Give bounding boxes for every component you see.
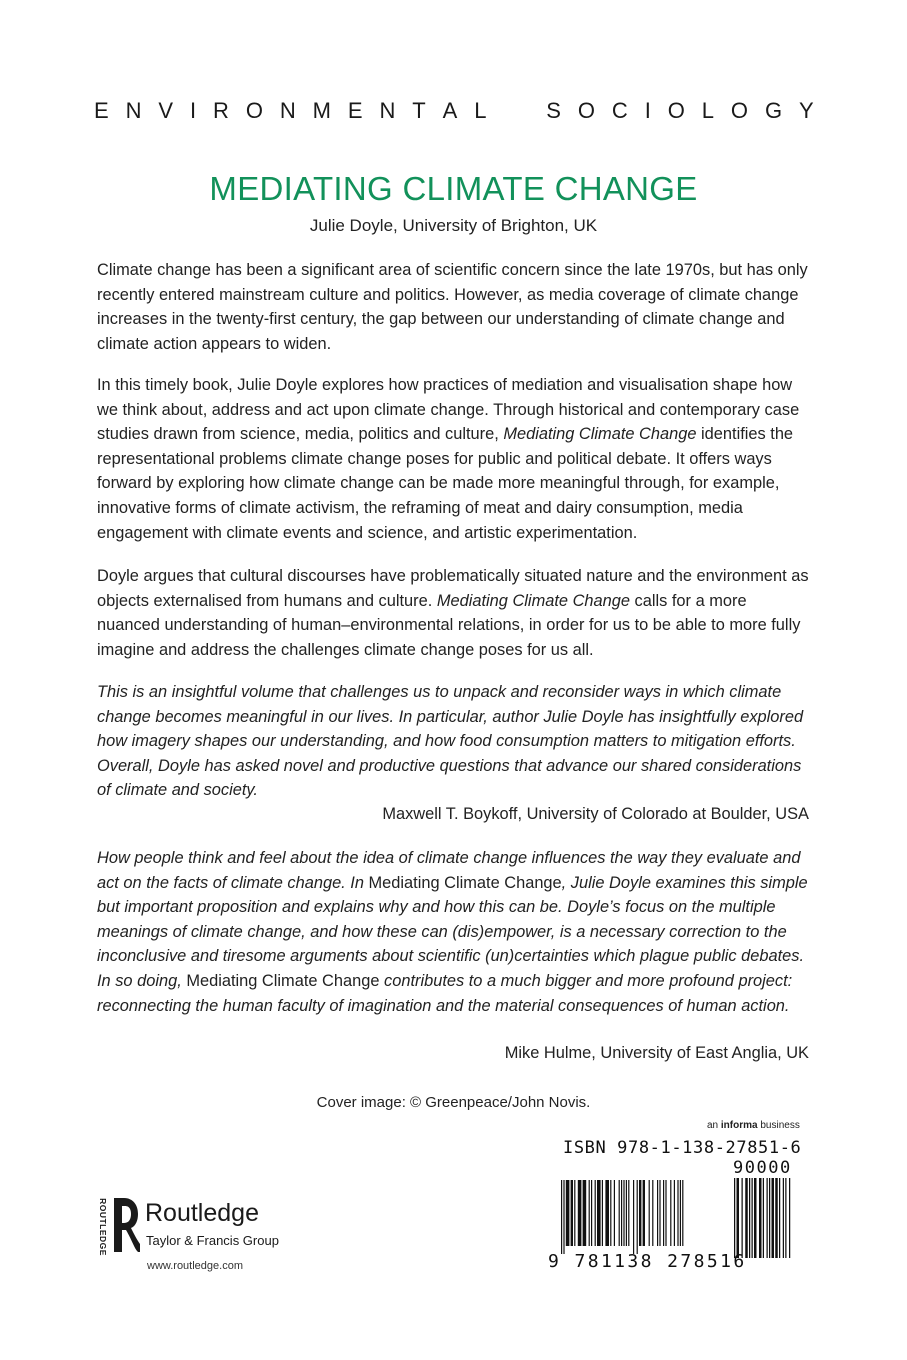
price-code: 90000 (733, 1158, 792, 1178)
barcode-bar (783, 1178, 784, 1258)
barcode-bar (754, 1178, 757, 1258)
barcode-bar (561, 1180, 562, 1254)
para3-text-end: calls for a more nuanced understanding of human–environmental relations, in order for us to be able to more fully imagine and address the challenges climate change poses for us all. (97, 591, 801, 659)
barcode-bar (605, 1180, 609, 1246)
barcode-bar (621, 1180, 622, 1246)
barcode-number: 9 781138 278516 (548, 1251, 747, 1272)
endorsement-1-quote: This is an insightful volume that challenges us to unpack and reconsider ways in which climate change becomes meaningful in our lives. In particular, author Julie Doyle has insightfully explored how imagery shapes our understanding, and how food consumption matters to mitigation efforts. Overall, Doyle has asked novel and productive questions that advance our shared considerations of climate and society. (97, 683, 804, 800)
barcode-bar (657, 1180, 658, 1246)
routledge-logo-icon (110, 1196, 140, 1254)
barcode-bar (583, 1180, 587, 1246)
description-paragraph-3 (97, 564, 809, 662)
author-line: Julie Doyle, University of Brighton, UK (309, 216, 598, 235)
series-letter: V (158, 98, 174, 123)
endorsement-2-text-3: contributes to a much bigger and more profound project: reconnecting the human faculty of imagination and the material consequences of human action. (97, 971, 793, 1015)
series-letter: E (94, 98, 109, 123)
series-letter: L (701, 98, 715, 123)
barcode-bar (571, 1180, 573, 1246)
series-letter: L (474, 98, 487, 123)
endorsement-2-attribution: Mike Hulme, University of East Anglia, UK (504, 1044, 809, 1062)
barcode-bar (789, 1178, 790, 1258)
endorsement-2-quote (97, 846, 809, 1018)
barcode-bar (682, 1180, 683, 1246)
series-letter: I (189, 98, 197, 123)
barcode-bar (591, 1180, 592, 1246)
barcode-bar (637, 1180, 638, 1254)
informa-brand: informa (720, 1120, 758, 1131)
barcode-bar (749, 1178, 750, 1258)
barcode-bar (737, 1178, 740, 1258)
publisher-group: Taylor & Francis Group (146, 1233, 279, 1248)
barcode-bar (566, 1180, 570, 1246)
publisher-website: www.routledge.com (147, 1260, 243, 1272)
price-barcode (734, 1178, 812, 1262)
barcode-bar (649, 1180, 650, 1246)
series-letter: M (312, 98, 331, 123)
barcode-bar (775, 1178, 778, 1258)
series-letter: Y (798, 98, 814, 123)
barcode-bar (665, 1180, 666, 1246)
cover-image-credit: Cover image: © Greenpeace/John Novis. (316, 1094, 591, 1111)
para2-text-start: In this timely book, Julie Doyle explores how practices of mediation and visualisation shape how we think about, address and act upon climate change. Through historical and contemporary case studies drawn from science, media, politics and culture, (97, 376, 800, 444)
series-letter: N (125, 98, 142, 123)
series-letter: A (442, 98, 458, 123)
barcode-bar (574, 1180, 575, 1246)
series-letter: S (546, 98, 561, 123)
book-title: MEDIATING CLIMATE CHANGE (209, 170, 698, 207)
para3-text-start: Doyle argues that cultural discourses have problematically situated nature and the environment as objects externalised from humans and culture. (97, 567, 809, 610)
barcode-bar (643, 1180, 645, 1246)
barcode-bar (734, 1178, 735, 1258)
barcode-bar (659, 1180, 660, 1246)
series-letter: T (412, 98, 426, 123)
barcode-bar (614, 1180, 615, 1246)
series-letter: C (611, 98, 628, 123)
barcode-bar (619, 1180, 620, 1246)
endorsement-2-book-title-2: Mediating Climate Change (186, 971, 380, 990)
barcode-bar (589, 1180, 590, 1246)
barcode-bar (752, 1178, 753, 1258)
barcode-bar (674, 1180, 675, 1246)
informa-business-line (707, 1120, 800, 1131)
series-word-gap (503, 98, 529, 124)
barcode-bar (759, 1178, 762, 1258)
series-letter: O (245, 98, 263, 123)
publisher-name: Routledge (145, 1199, 259, 1227)
barcode-bar (772, 1178, 775, 1258)
barcode-bar (578, 1180, 582, 1246)
series-letter: N (279, 98, 296, 123)
barcode-bar (680, 1180, 681, 1246)
series-name (94, 98, 814, 124)
description-paragraph-2 (97, 373, 809, 545)
series-letter: O (667, 98, 685, 123)
endorsement-2-text-1: How people think and feel about the idea of climate change influences the way they evaluate and act on the facts of climate change. In (97, 849, 801, 892)
series-letter: O (577, 98, 595, 123)
barcode-bar (602, 1180, 603, 1246)
series-letter: O (730, 98, 749, 123)
para3-book-title: Mediating Climate Change (436, 591, 630, 610)
endorsement-2-book-title-1: Mediating Climate Change (368, 873, 562, 892)
barcode-bar (769, 1178, 770, 1258)
routledge-vertical-wordmark (95, 1198, 111, 1256)
barcode-bar (677, 1180, 678, 1246)
barcode-bar (626, 1180, 627, 1246)
barcode-bar (610, 1180, 611, 1246)
barcode-bar (597, 1180, 601, 1246)
barcode-bar (785, 1178, 786, 1258)
barcode-bar (745, 1178, 748, 1258)
routledge-vertical-text: ROUTLEDGE (98, 1198, 108, 1256)
endorsement-1-attribution: Maxwell T. Boykoff, University of Colorado at Boulder, USA (382, 805, 809, 823)
barcode-bar (633, 1180, 634, 1254)
barcode-bar (595, 1180, 596, 1246)
barcode-bar (767, 1178, 768, 1258)
series-letter: E (347, 98, 363, 123)
series-letter: I (644, 98, 651, 123)
isbn-barcode (561, 1180, 727, 1260)
barcode-bar (563, 1180, 564, 1254)
barcode-bar (763, 1178, 764, 1258)
informa-suffix: business (757, 1120, 800, 1131)
barcode-bar (652, 1180, 653, 1246)
barcode-bar (628, 1180, 629, 1246)
barcode-bar (742, 1178, 743, 1258)
isbn-label: ISBN 978-1-138-27851-6 (563, 1138, 802, 1158)
description-paragraph-1: Climate change has been a significant area of scientific concern since the late 1970s, but has only recently entered mainstream culture and politics. However, as media coverage of climate change increases in the twenty-first century, the gap between our understanding of climate change and climate action appears to widen. (97, 261, 808, 353)
series-letter: R (213, 98, 229, 123)
barcode-bar (670, 1180, 671, 1246)
barcode-bar (639, 1180, 641, 1246)
informa-prefix: an (707, 1120, 721, 1131)
endorsement-2-text-2: , Julie Doyle examines this simple but important proposition and explains why and how this can be. Doyle’s focus on the multiple meanings of climate change, and how these can (dis)empower, is a necessary correction to the inconclusive and tiresome arguments about scientific (un)certainties which plague public debates. In so doing, (97, 873, 808, 990)
barcode-bar (779, 1178, 780, 1258)
series-letter: N (379, 98, 396, 123)
series-letter: G (764, 98, 783, 123)
barcode-bar (623, 1180, 624, 1246)
barcode-bar (663, 1180, 664, 1246)
para2-text-end: identifies the representational problems climate change poses for public and political debate. It offers ways forward by exploring how climate change can be made more meaningful through, for example, innovative forms of climate activism, the reframing of meat and dairy consumption, media engagement with climate events and science, and artistic experimentation. (97, 425, 794, 542)
para2-book-title: Mediating Climate Change (503, 425, 697, 444)
